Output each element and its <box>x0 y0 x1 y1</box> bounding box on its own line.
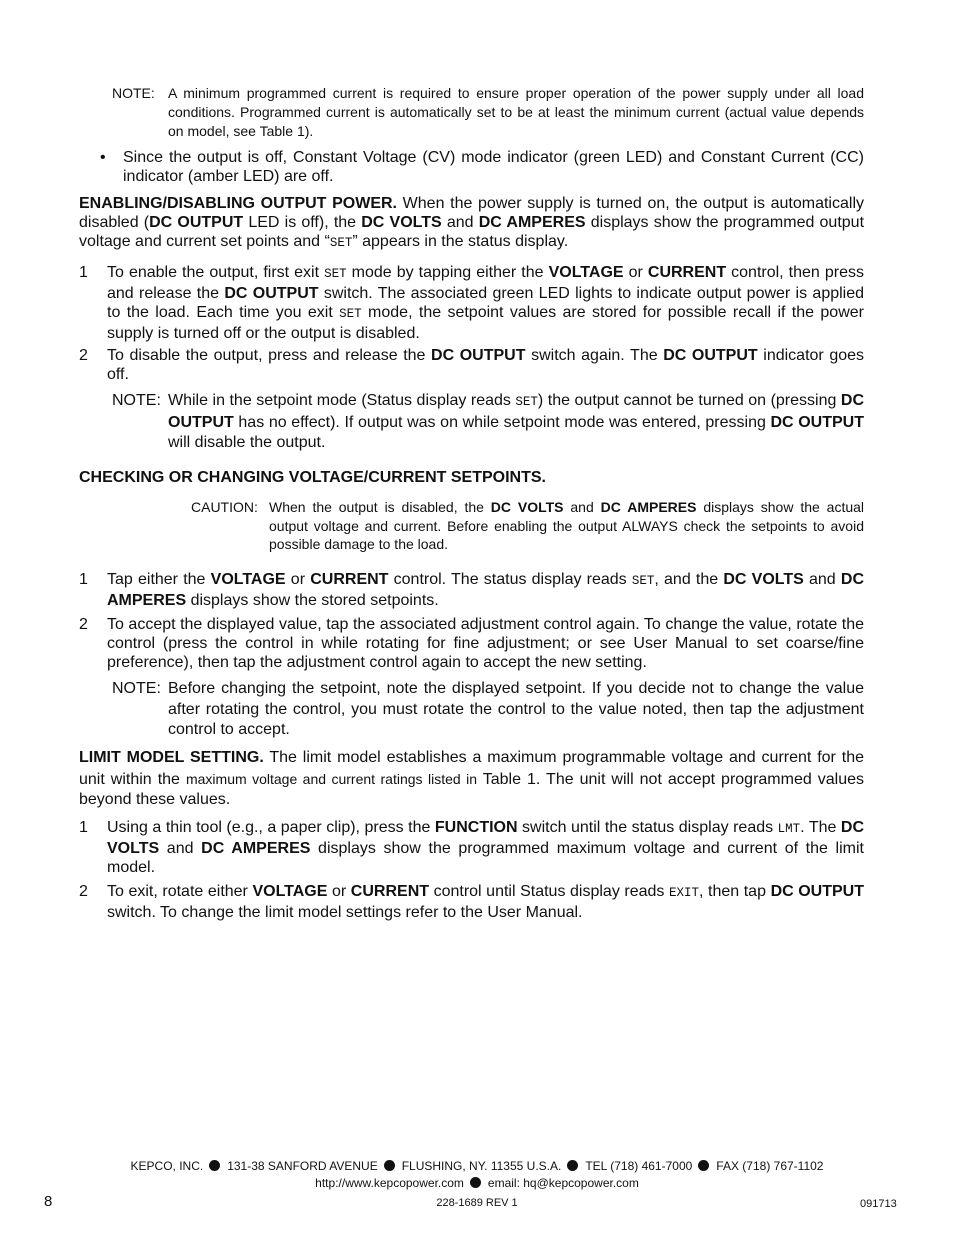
section-heading-limit: LIMIT MODEL SETTING. <box>79 749 264 766</box>
note-label: NOTE: <box>112 85 155 101</box>
note-label: NOTE: <box>112 392 161 409</box>
date-code: 091713 <box>860 1198 897 1210</box>
bullet-dot-icon <box>209 1160 220 1171</box>
footer-website-link[interactable]: http://www.kepcopower.com <box>315 1176 464 1190</box>
note-text: A minimum programmed current is required to ensure proper operation of the power supply under all load conditions. Programmed current is automatically set to be at least the minimum current (actual value depends on model, see Table 1). <box>168 85 864 139</box>
footer-contact <box>0 1175 954 1191</box>
enabling-paragraph: ENABLING/DISABLING OUTPUT POWER. When the power supply is turned on, the output is automatically disabled (DC OUTPUT LED is off), the DC VOLTS and DC AMPERES displays show the programmed output voltage and current set points and “SET” appears in the status display. <box>79 195 865 250</box>
step-text: To enable the output, first exit SET mode by tapping either the VOLTAGE or CURRENT control, then press and release the DC OUTPUT switch. The associated green LED lights to indicate output power is applied to the load. Each time you exit SET mode, the setpoint values are stored for possible recall if the power supply is turned off or the output is disabled. <box>107 264 865 342</box>
step-number: 1 <box>79 264 88 281</box>
bullet-dot-icon <box>470 1177 481 1188</box>
step-text: To exit, rotate either VOLTAGE or CURRENT control until Status display reads EXIT, then tap DC OUTPUT switch. To change the limit model settings refer to the User Manual. <box>107 883 865 921</box>
bullet-dot-icon <box>698 1160 709 1171</box>
note-text: While in the setpoint mode (Status display reads SET) the output cannot be turned on (pressing DC OUTPUT has no effect). If output was on while setpoint mode was entered, pressing DC OUTPUT will disable the output. <box>168 392 865 451</box>
bullet-marker: • <box>100 149 106 166</box>
step-number: 2 <box>79 883 88 900</box>
step-number: 2 <box>79 616 88 633</box>
step-text: To accept the displayed value, tap the associated adjustment control again. To change the value, rotate the control (press the control in while rotating for fine adjustment; or see User Manual to set coarse/fine preference), then tap the adjustment control again to accept the new setting. <box>107 616 864 671</box>
bullet-dot-icon <box>384 1160 395 1171</box>
bullet-text: Since the output is off, Constant Voltage (CV) mode indicator (green LED) and Constant Current (CC) indicator (amber LED) are off. <box>123 149 864 185</box>
section-heading-enabling: ENABLING/DISABLING OUTPUT POWER. <box>79 195 397 212</box>
note-label: NOTE: <box>112 680 161 697</box>
note-text: Before changing the setpoint, note the displayed setpoint. If you decide not to change the value after rotating the control, you must rotate the control to the value noted, then tap the adjustment control to accept. <box>168 680 864 738</box>
footer-address: KEPCO, INC. 131-38 SANFORD AVENUE FLUSHING, NY. 11355 U.S.A. TEL (718) 461-7000 FAX (718) 767-1102 <box>130 1159 824 1173</box>
doc-number: 228-1689 REV 1 <box>436 1197 518 1209</box>
step-number: 1 <box>79 819 88 836</box>
section-heading-checking: CHECKING OR CHANGING VOLTAGE/CURRENT SETPOINTS. <box>79 469 546 486</box>
page-number: 8 <box>44 1193 53 1210</box>
bullet-dot-icon <box>567 1160 578 1171</box>
caution-text: When the output is disabled, the DC VOLTS and DC AMPERES displays show the actual output voltage and current. Before enabling the output ALWAYS check the setpoints to avoid possible damage to the load. <box>269 499 865 552</box>
step-text: Using a thin tool (e.g., a paper clip), press the FUNCTION switch until the status display reads LMT. The DC VOLTS and DC AMPERES displays show the programmed maximum voltage and current of the limit model. <box>107 819 865 876</box>
step-text: Tap either the VOLTAGE or CURRENT control. The status display reads SET, and the DC VOLTS and DC AMPERES displays show the stored setpoints. <box>107 571 865 609</box>
step-number: 2 <box>79 347 88 364</box>
caution-label: CAUTION: <box>191 499 258 515</box>
step-text: To disable the output, press and release the DC OUTPUT switch again. The DC OUTPUT indicator goes off. <box>107 347 865 383</box>
limit-paragraph: LIMIT MODEL SETTING. The limit model establishes a maximum programmable voltage and current for the unit within the maximum voltage and current ratings listed in Table 1. The unit will not accept programmed values beyond these values. <box>79 749 865 808</box>
footer-email-link[interactable]: email: hq@kepcopower.com <box>487 1176 639 1190</box>
step-number: 1 <box>79 571 88 588</box>
